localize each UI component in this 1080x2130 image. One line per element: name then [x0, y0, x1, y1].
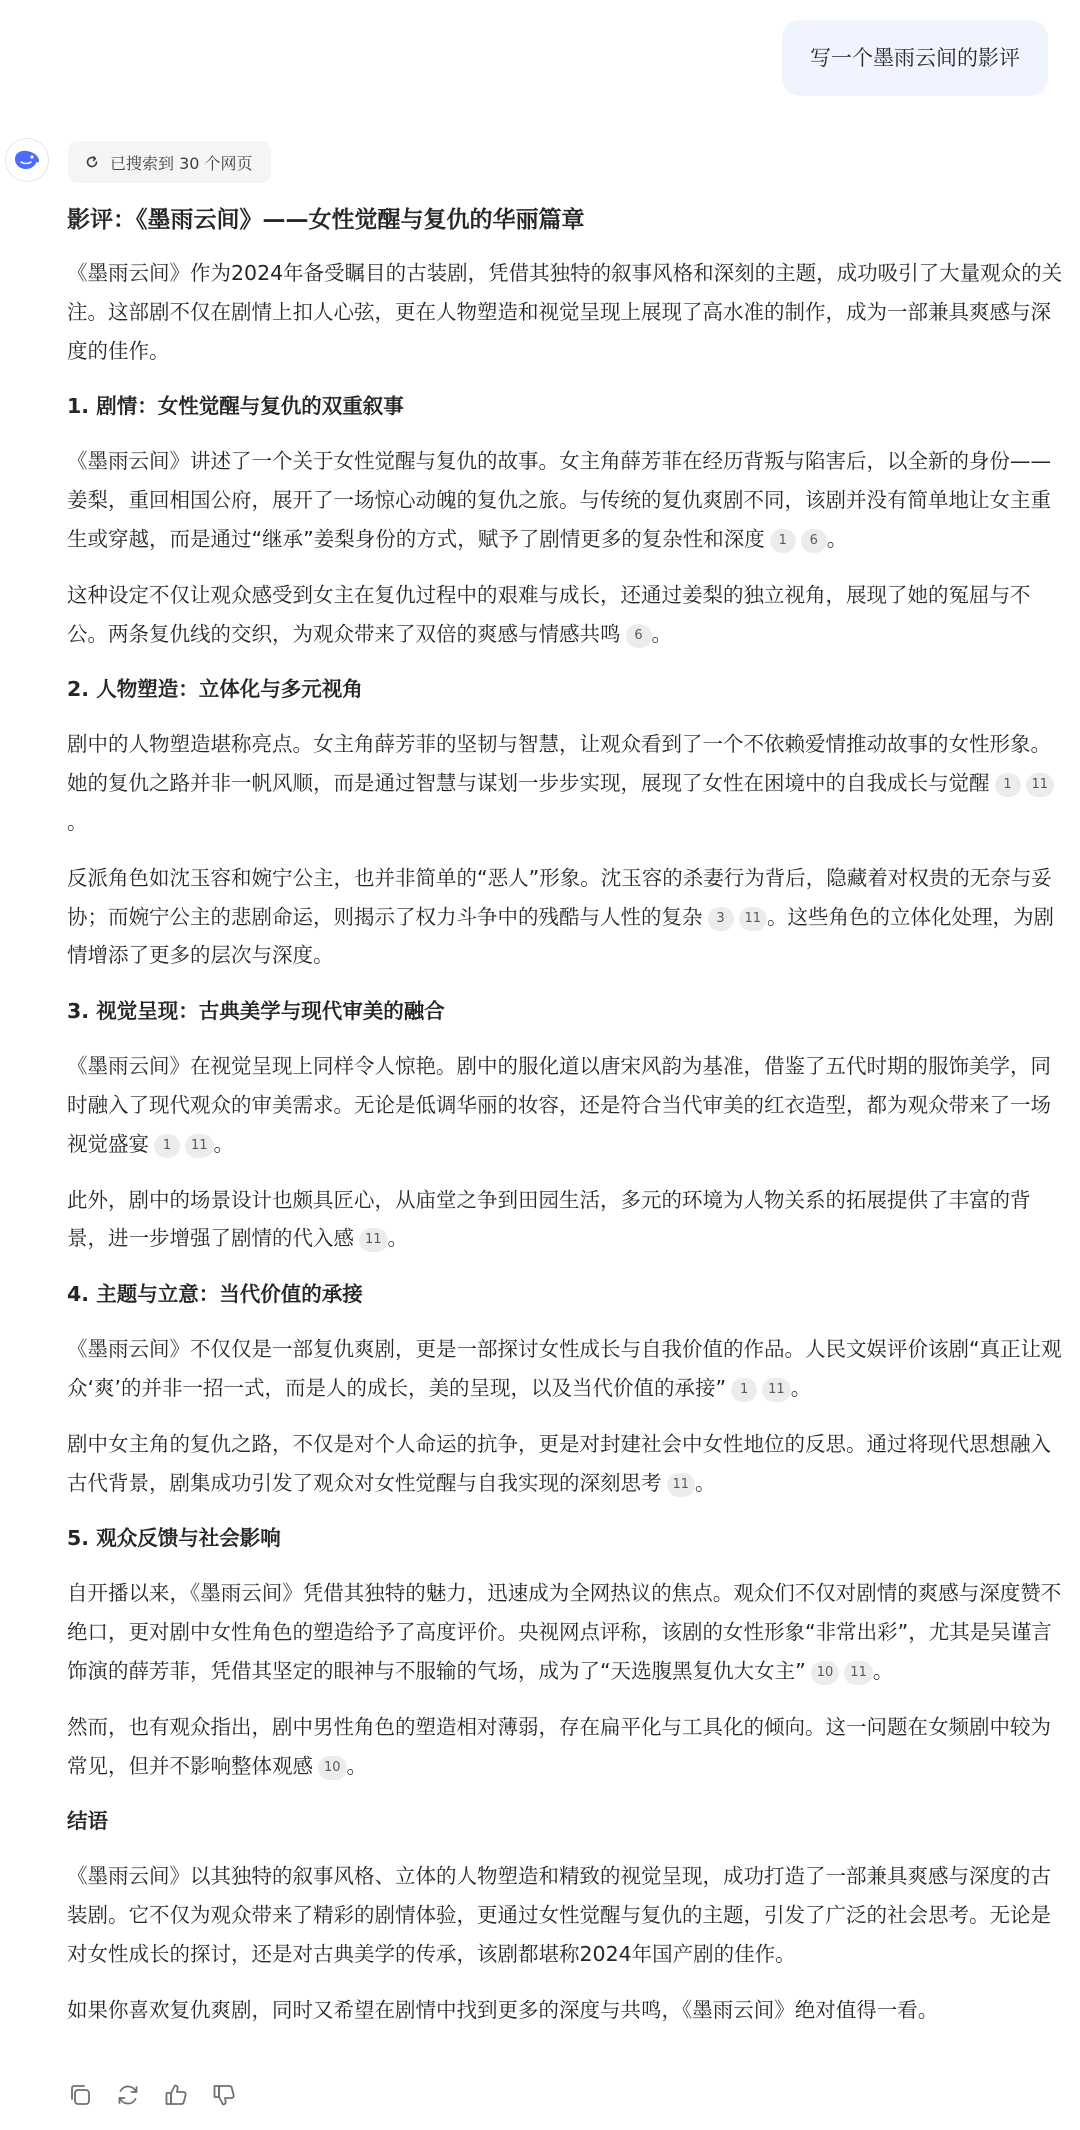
- citation-badge[interactable]: 11: [844, 1661, 873, 1685]
- paragraph: [67, 1708, 1067, 1786]
- section-heading: 结语: [67, 1809, 108, 1834]
- paragraph: [67, 1181, 1067, 1259]
- paragraph: [67, 725, 1067, 841]
- paragraph: [67, 442, 1067, 558]
- citation-badge[interactable]: 11: [185, 1134, 214, 1158]
- section-heading: 1. 剧情：女性觉醒与复仇的双重叙事: [67, 394, 404, 419]
- citation-badge[interactable]: 6: [626, 624, 652, 648]
- thumbs-down-icon: [211, 2082, 237, 2108]
- citation-badge[interactable]: 11: [1026, 773, 1055, 797]
- citation-badge[interactable]: 11: [762, 1378, 791, 1402]
- paragraph-text: 。: [695, 1470, 716, 1495]
- section-heading: 4. 主题与立意：当代价值的承接: [67, 1282, 363, 1307]
- section-heading: 3. 视觉呈现：古典美学与现代审美的融合: [67, 999, 445, 1024]
- response-body: [67, 254, 1067, 2030]
- paragraph-text: 《墨雨云间》讲述了一个关于女性觉醒与复仇的故事。女主角薛芳菲在经历背叛与陷害后，以全新的身份——姜梨，重回相国公府，展开了一场惊心动魄的复仇之旅。与传统的复仇爽剧不同，该剧并没有简单地让女主重生或穿越，而是通过“继承”姜梨身份的方式，赋予了剧情更多的复杂性和深度: [67, 449, 1051, 551]
- paragraph-text: 。: [826, 526, 848, 551]
- paragraph-text: 。: [872, 1658, 894, 1683]
- paragraph-text: 。: [213, 1131, 235, 1156]
- paragraph-text: 剧中的人物塑造堪称亮点。女主角薛芳菲的坚韧与智慧，让观众看到了一个不依赖爱情推动故事的女性形象。她的复仇之路并非一帆风顺，而是通过智慧与谋划一步步实现，展现了女性在困境中的自我成长与觉醒: [67, 732, 1051, 796]
- paragraph-text: 剧中女主角的复仇之路，不仅是对个人命运的抗争，更是对封建社会中女性地位的反思。通过将现代思想融入古代背景，剧集成功引发了观众对女性觉醒与自我实现的深刻思考: [67, 1431, 1051, 1495]
- copy-icon: [67, 2082, 93, 2108]
- refresh-icon: [115, 2082, 141, 2108]
- paragraph-text: 然而，也有观众指出，剧中男性角色的塑造相对薄弱，存在扁平化与工具化的倾向。这一问题在女频剧中较为常见，但并不影响整体观感: [67, 1714, 1051, 1778]
- section-heading: 2. 人物塑造：立体化与多元视角: [67, 677, 363, 702]
- copy-button[interactable]: [65, 2080, 95, 2110]
- paragraph-text: 《墨雨云间》以其独特的叙事风格、立体的人物塑造和精致的视觉呈现，成功打造了一部兼具爽感与深度的古装剧。它不仅为观众带来了精彩的剧情体验，更通过女性觉醒与复仇的主题，引发了广泛的社会思考。无论是对女性成长的探讨，还是对古典美学的传承，该剧都堪称2024年国产剧的佳作。: [67, 1864, 1051, 1966]
- response-title: 影评：《墨雨云间》——女性觉醒与复仇的华丽篇章: [67, 207, 585, 233]
- paragraph: [67, 859, 1067, 975]
- paragraph: [67, 576, 1067, 654]
- user-message-bubble: 写一个墨雨云间的影评: [782, 20, 1048, 96]
- search-refresh-icon: [84, 154, 100, 170]
- paragraph-text: 。: [790, 1375, 812, 1400]
- paragraph: [67, 1857, 1067, 1973]
- paragraph-text: 。: [387, 1226, 409, 1251]
- paragraph-text: 。这些角色的立体化处理，为剧情增添了更多的层次与深度。: [67, 904, 1055, 968]
- web-search-result-toggle[interactable]: [68, 141, 271, 183]
- citation-badge[interactable]: 1: [154, 1134, 180, 1158]
- citation-badge[interactable]: 11: [359, 1228, 388, 1252]
- citation-badge[interactable]: 10: [318, 1756, 347, 1780]
- paragraph: [67, 1047, 1067, 1163]
- citation-badge[interactable]: 3: [708, 907, 734, 931]
- paragraph-text: 《墨雨云间》在视觉呈现上同样令人惊艳。剧中的服化道以唐宋风韵为基准，借鉴了五代时期的服饰美学，同时融入了现代观众的审美需求。无论是低调华丽的妆容，还是符合当代审美的红衣造型，都为观众带来了一场视觉盛宴: [67, 1054, 1051, 1156]
- citation-badge[interactable]: 11: [667, 1473, 696, 1497]
- citation-badge[interactable]: 1: [770, 529, 796, 553]
- paragraph-text: 《墨雨云间》不仅仅是一部复仇爽剧，更是一部探讨女性成长与自我价值的作品。人民文娱评价该剧“真正让观众‘爽’的并非一招一式，而是人的成长，美的呈现，以及当代价值的承接”: [67, 1337, 1062, 1400]
- paragraph-text: 反派角色如沈玉容和婉宁公主，也并非简单的“恶人”形象。沈玉容的杀妻行为背后，隐藏着对权贵的无奈与妥协；而婉宁公主的悲剧命运，则揭示了权力斗争中的残酷与人性的复杂: [67, 865, 1052, 929]
- response-actions: [65, 2080, 239, 2110]
- like-button[interactable]: [161, 2080, 191, 2110]
- paragraph-text: 此外，剧中的场景设计也颇具匠心，从庙堂之争到田园生活，多元的环境为人物关系的拓展提供了丰富的背景，进一步增强了剧情的代入感: [67, 1187, 1031, 1251]
- thumbs-up-icon: [163, 2082, 189, 2108]
- paragraph: [67, 1330, 1067, 1408]
- section-heading: 5. 观众反馈与社会影响: [67, 1526, 281, 1551]
- assistant-avatar: [5, 138, 49, 182]
- paragraph-text: 。: [651, 621, 672, 646]
- dislike-button[interactable]: [209, 2080, 239, 2110]
- regenerate-button[interactable]: [113, 2080, 143, 2110]
- paragraph-text: 。: [346, 1753, 368, 1778]
- paragraph-text: 自开播以来，《墨雨云间》凭借其独特的魅力，迅速成为全网热议的焦点。观众们不仅对剧情的爽感与深度赞不绝口，更对剧中女性角色的塑造给予了高度评价。央视网点评称，该剧的女性形象“非常出彩”，尤其是吴谨言饰演的薛芳菲，凭借其坚定的眼神与不服输的气场，成为了“天选腹黑复仇大女主”: [67, 1581, 1062, 1683]
- paragraph-text: 这种设定不仅让观众感受到女主在复仇过程中的艰难与成长，还通过姜梨的独立视角，展现了她的冤屈与不公。两条复仇线的交织，为观众带来了双倍的爽感与情感共鸣: [67, 582, 1031, 646]
- citation-badge[interactable]: 10: [811, 1661, 840, 1685]
- citation-badge[interactable]: 6: [801, 529, 827, 553]
- paragraph-text: 。: [67, 809, 88, 834]
- paragraph: [67, 254, 1067, 370]
- whale-logo-icon: [12, 145, 42, 175]
- citation-badge[interactable]: 1: [731, 1378, 757, 1402]
- citation-badge[interactable]: 11: [739, 907, 768, 931]
- assistant-response: [67, 198, 1067, 2047]
- paragraph: [67, 1574, 1067, 1690]
- paragraph-text: 《墨雨云间》作为2024年备受瞩目的古装剧，凭借其独特的叙事风格和深刻的主题，成功吸引了大量观众的关注。这部剧不仅在剧情上扣人心弦，更在人物塑造和视觉呈现上展现了高水准的制作，成为一部兼具爽感与深度的佳作。: [67, 261, 1063, 363]
- search-result-count: 已搜索到 30 个网页: [110, 153, 253, 173]
- paragraph: [67, 1991, 1067, 2030]
- citation-badge[interactable]: 1: [995, 773, 1021, 797]
- paragraph: [67, 1425, 1067, 1503]
- paragraph-text: 如果你喜欢复仇爽剧，同时又希望在剧情中找到更多的深度与共鸣，《墨雨云间》绝对值得一看。: [67, 1997, 939, 2022]
